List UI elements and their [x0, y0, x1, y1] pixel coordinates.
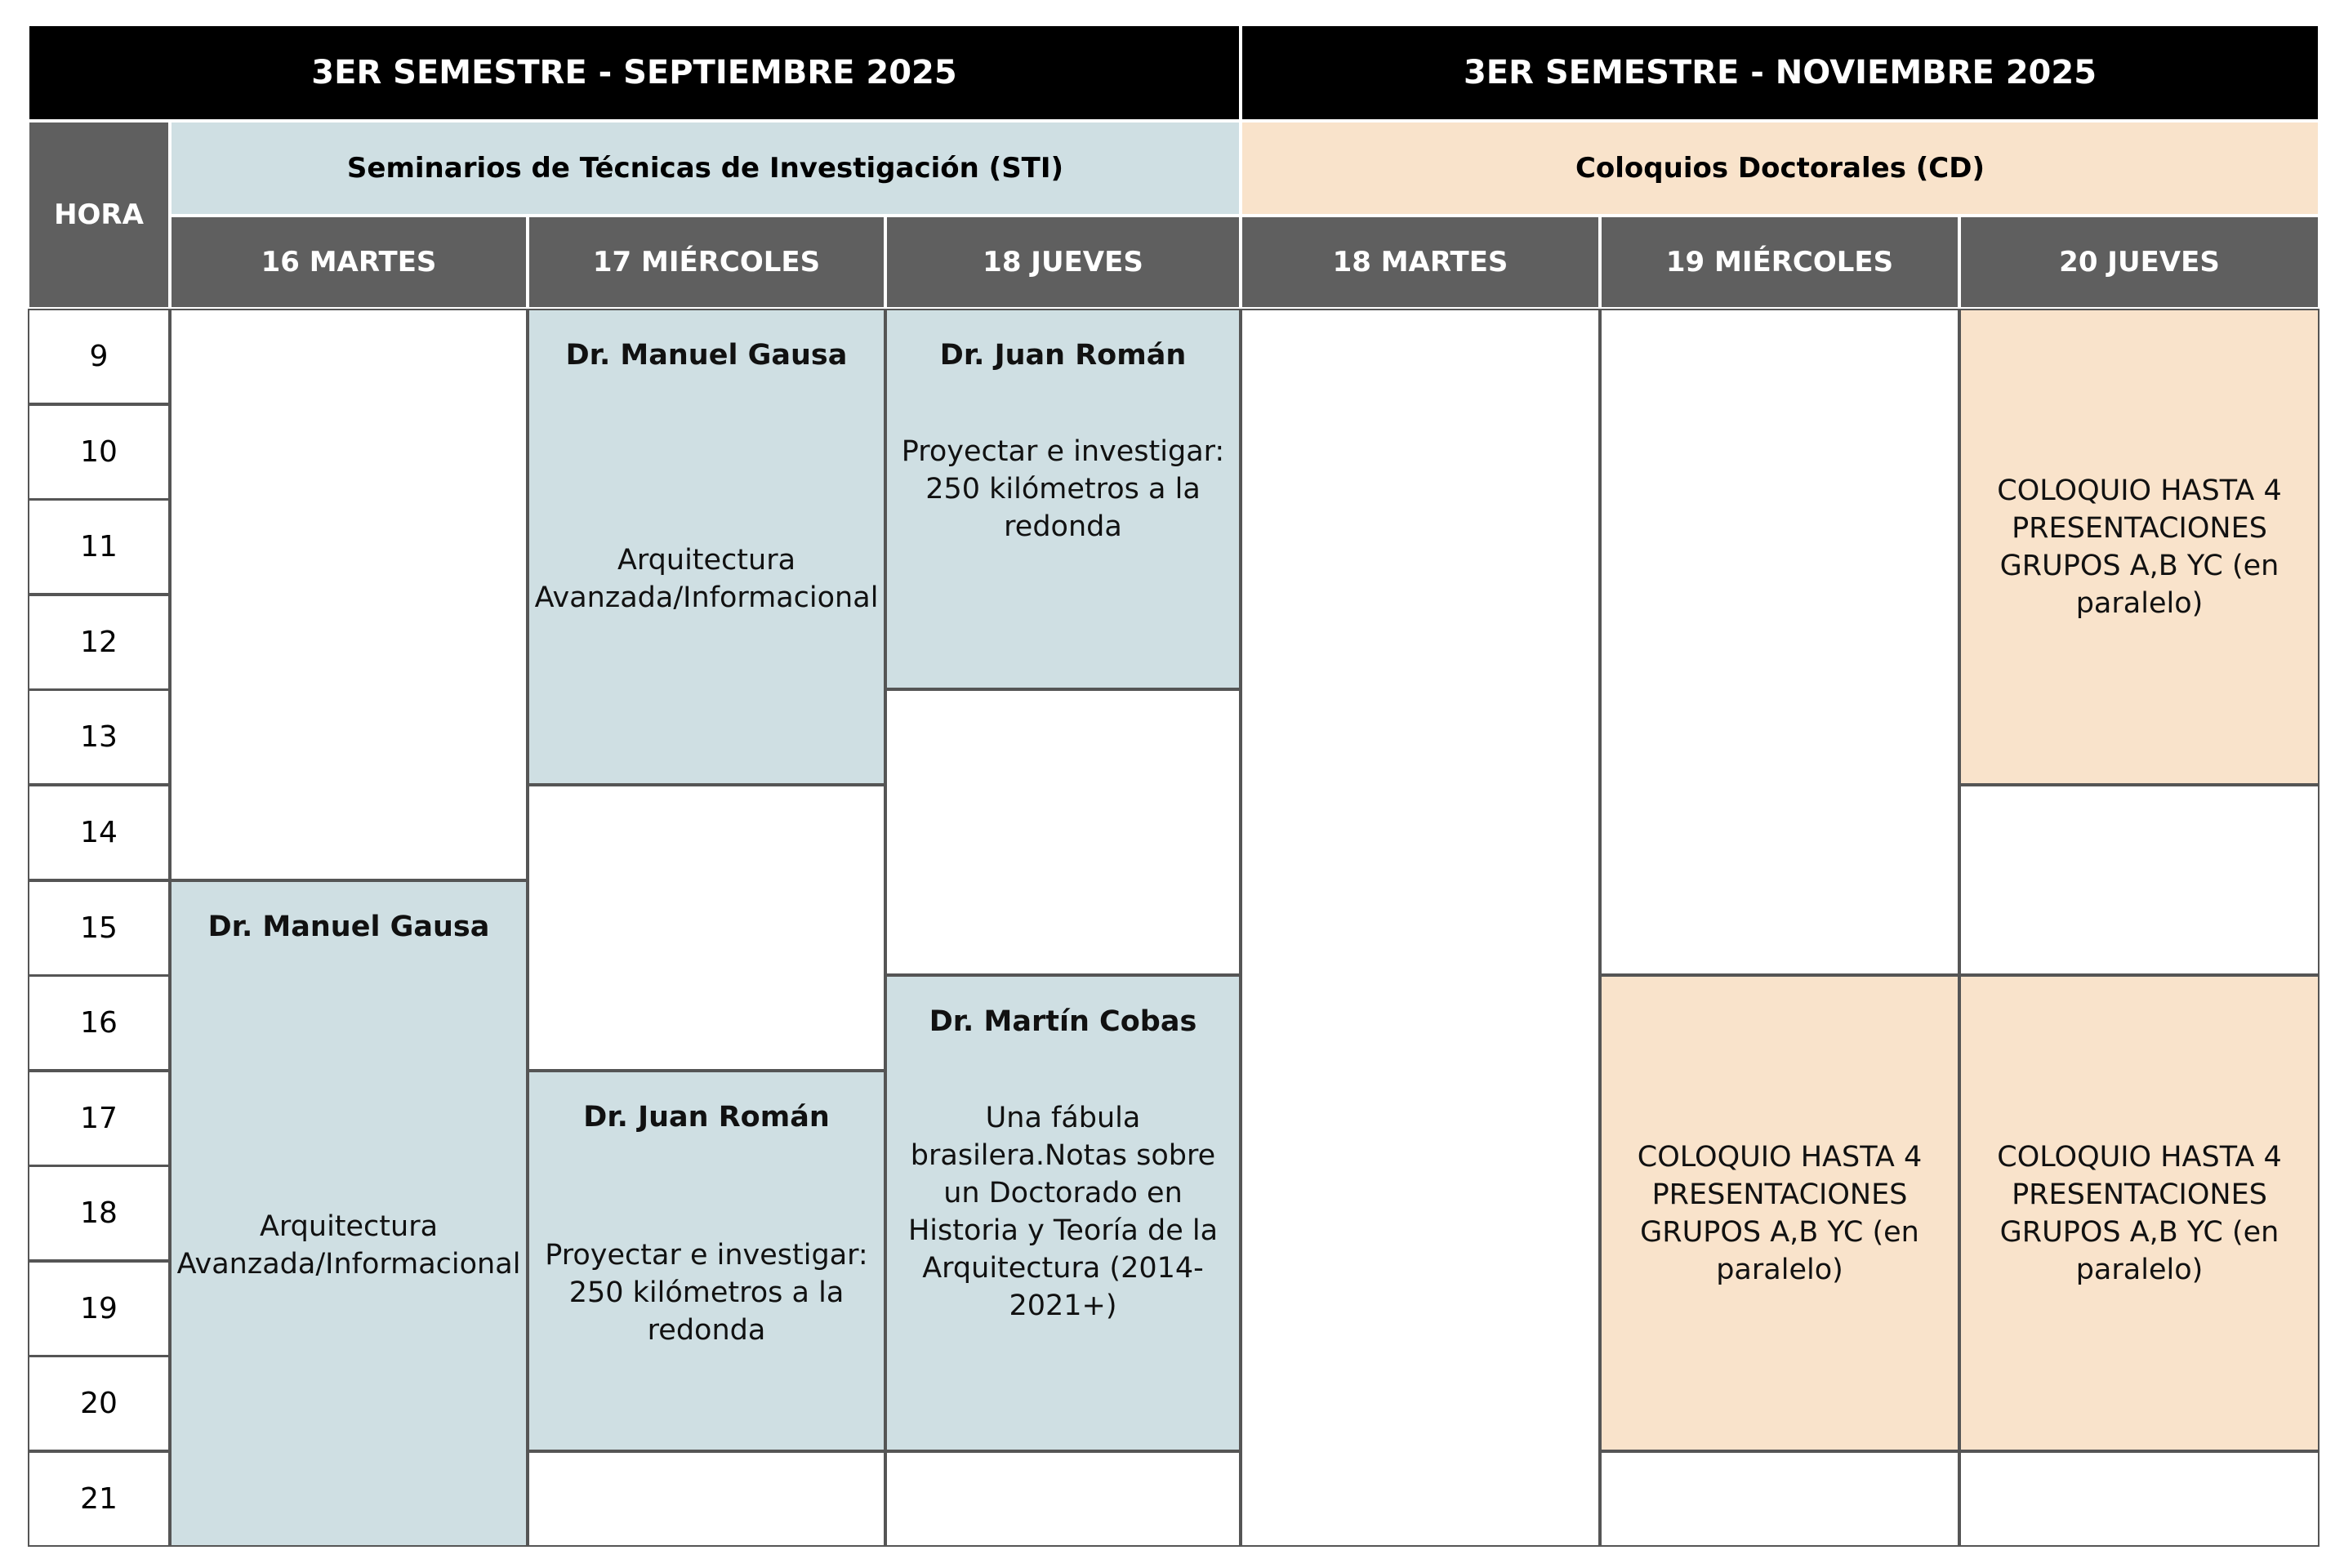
hour-label: 12 — [28, 595, 170, 690]
session-topic: Proyectar e investigar: 250 kilómetros a la redonda — [545, 1239, 868, 1347]
hour-label: 13 — [28, 689, 170, 785]
session-block — [528, 309, 885, 785]
session-topic: Arquitectura Avanzada/Informacional — [534, 543, 879, 614]
semester-header-september: 3ER SEMESTRE - SEPTIEMBRE 2025 — [28, 24, 1241, 121]
coloquio-block: COLOQUIO HASTA 4 PRESENTACIONES GRUPOS A,B YC (en paralelo) — [1600, 975, 1959, 1451]
hour-label: 9 — [28, 309, 170, 404]
session-block — [170, 880, 528, 1547]
day-header-20-jueves: 20 JUEVES — [1959, 216, 2319, 309]
hour-label: 15 — [28, 880, 170, 976]
day-header-19-miercoles: 19 MIÉRCOLES — [1600, 216, 1959, 309]
session-professor: Dr. Manuel Gausa — [565, 339, 848, 372]
empty-slot — [1600, 1451, 1959, 1547]
day-header-18-martes: 18 MARTES — [1241, 216, 1600, 309]
empty-slot — [885, 689, 1241, 975]
session-block — [528, 1071, 885, 1451]
empty-slot — [1959, 1451, 2319, 1547]
day-header-18-jueves: 18 JUEVES — [885, 216, 1241, 309]
hour-label: 21 — [28, 1451, 170, 1547]
coloquio-block: COLOQUIO HASTA 4 PRESENTACIONES GRUPOS A,B YC (en paralelo) — [1959, 975, 2319, 1451]
hour-label: 18 — [28, 1165, 170, 1261]
session-topic: Arquitectura Avanzada/Informacional — [176, 1210, 521, 1281]
empty-slot — [1241, 309, 1600, 1547]
day-header-17-miercoles: 17 MIÉRCOLES — [528, 216, 885, 309]
hour-label: 19 — [28, 1261, 170, 1356]
session-professor: Dr. Juan Román — [583, 1101, 830, 1134]
session-professor: Dr. Juan Román — [939, 339, 1187, 372]
empty-slot — [885, 1451, 1241, 1547]
empty-slot — [528, 1451, 885, 1547]
day-header-16-martes: 16 MARTES — [170, 216, 528, 309]
session-block — [885, 309, 1241, 689]
session-professor: Dr. Martín Cobas — [929, 1005, 1197, 1038]
empty-slot — [528, 785, 885, 1071]
empty-slot — [1600, 309, 1959, 975]
hour-label: 17 — [28, 1071, 170, 1166]
coloquio-block: COLOQUIO HASTA 4 PRESENTACIONES GRUPOS A,B YC (en paralelo) — [1959, 309, 2319, 785]
hour-label: 10 — [28, 404, 170, 500]
session-professor: Dr. Manuel Gausa — [207, 911, 490, 943]
hour-label: 14 — [28, 785, 170, 880]
group-header-sti: Seminarios de Técnicas de Investigación (STI) — [170, 121, 1241, 216]
hour-label: 16 — [28, 975, 170, 1071]
group-header-cd: Coloquios Doctorales (CD) — [1241, 121, 2319, 216]
hour-label: 20 — [28, 1356, 170, 1451]
empty-slot — [170, 309, 528, 880]
schedule-table — [28, 24, 2319, 1547]
semester-header-november: 3ER SEMESTRE - NOVIEMBRE 2025 — [1241, 24, 2319, 121]
empty-slot — [1959, 785, 2319, 975]
hour-label: 11 — [28, 499, 170, 595]
session-topic: Proyectar e investigar: 250 kilómetros a la redonda — [901, 435, 1225, 543]
hora-column-header: HORA — [28, 121, 170, 309]
session-topic: Una fábula brasilera.Notas sobre un Doctorado en Historia y Teoría de la Arquitectura (2014-2021+) — [907, 1102, 1219, 1322]
session-block — [885, 975, 1241, 1451]
